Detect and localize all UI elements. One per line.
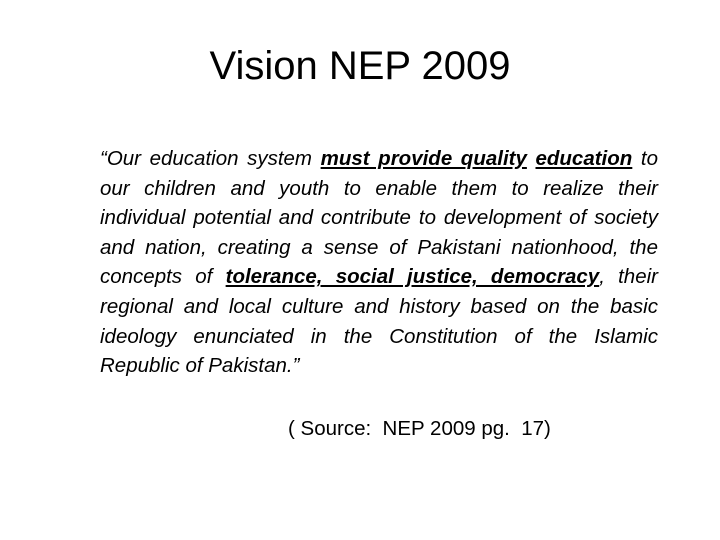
quote-body-text: to our children and youth to enable them to realize their individual potential and contribute to development of society and nation, creating a sense of Pakistani nationhood, the concepts of bbox=[100, 147, 658, 289]
quote-closing-text: , their regional and local culture and history based on the basic ideology enunciated in the Constitution of the Islamic Republic of Pakistan.” bbox=[100, 265, 658, 378]
vision-quote bbox=[100, 144, 658, 381]
slide-title: Vision NEP 2009 bbox=[209, 44, 511, 88]
quote-emphasis-values: tolerance, social justice, democracy bbox=[225, 265, 600, 289]
quote-opening-text: “Our education system bbox=[100, 147, 321, 170]
source-citation: ( Source: NEP 2009 pg. 17) bbox=[288, 417, 551, 440]
quote-emphasis-education: education bbox=[535, 147, 633, 170]
quote-emphasis-must-provide-quality: must provide quality bbox=[320, 147, 527, 170]
